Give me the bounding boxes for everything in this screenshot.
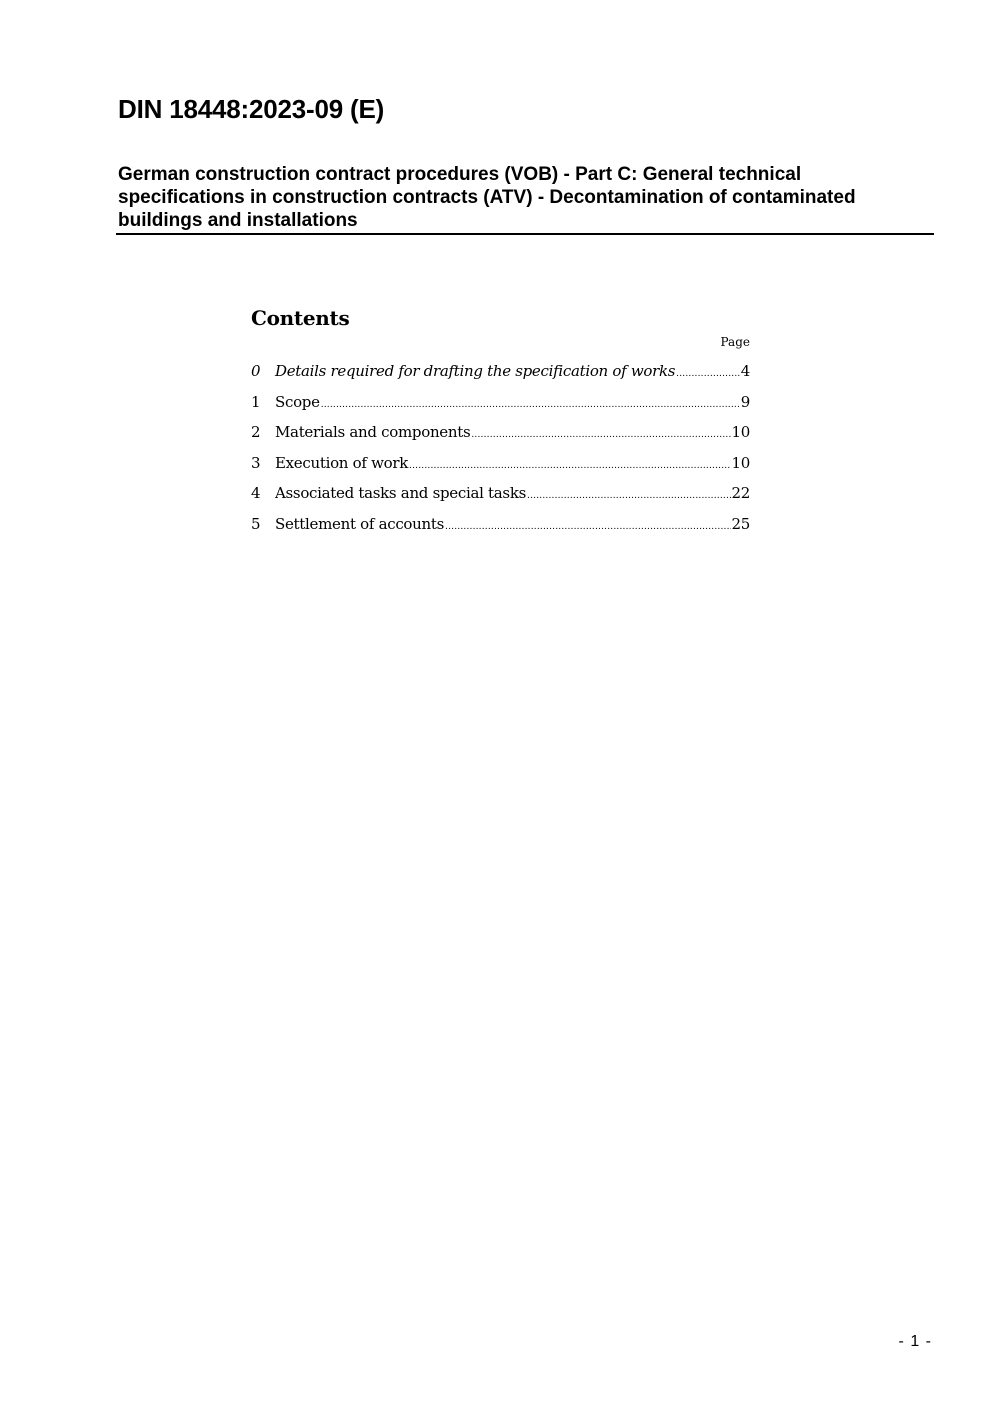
toc-entry-page: 22 [731,484,750,502]
toc-entry-number: 0 [251,362,261,380]
toc-leader-dots [676,359,740,389]
toc-entry-0[interactable] [251,356,750,387]
toc-entry-title: Scope [275,392,320,411]
toc-entry-4[interactable] [251,478,750,509]
toc-leader-dots [471,420,730,450]
toc-leader-dots [527,481,730,511]
toc-entry-page: 10 [731,423,750,441]
toc-entry-page: 25 [731,514,750,533]
toc-entry-3[interactable] [251,448,750,479]
toc-entry-page: 9 [740,392,750,411]
toc-entry-2[interactable] [251,417,750,448]
toc-leader-dots [321,390,740,420]
title-divider [116,233,934,235]
toc-entry-number: 4 [251,484,261,502]
toc-entry-number: 1 [251,392,261,411]
toc-entry-page: 4 [740,362,750,380]
toc-entry-title: Associated tasks and special tasks [275,484,527,502]
contents-heading: Contents [251,306,350,330]
toc-list [251,356,750,539]
toc-entry-number: 5 [251,514,261,533]
page-number: - 1 - [898,1333,932,1350]
toc-entry-5[interactable] [251,509,750,540]
toc-entry-number: 3 [251,453,261,472]
toc-entry-title: Materials and components [275,423,471,441]
document-id: DIN 18448:2023-09 (E) [118,94,385,124]
document-title: German construction contract procedures (VOB) - Part C: General technical specifications in construction contracts (ATV) - Decontamination of contaminated buildings and installations [118,164,856,231]
toc-entry-page: 10 [731,453,750,472]
toc-entry-title: Settlement of accounts [275,514,445,533]
page-column-label: Page [720,335,750,349]
toc-entry-title: Details required for drafting the specification of works [275,362,676,380]
toc-entry-1[interactable] [251,387,750,418]
toc-leader-dots [445,512,730,542]
toc-entry-title: Execution of work [275,453,409,472]
toc-entry-number: 2 [251,423,261,441]
table-of-contents [251,300,750,539]
toc-leader-dots [409,451,730,481]
